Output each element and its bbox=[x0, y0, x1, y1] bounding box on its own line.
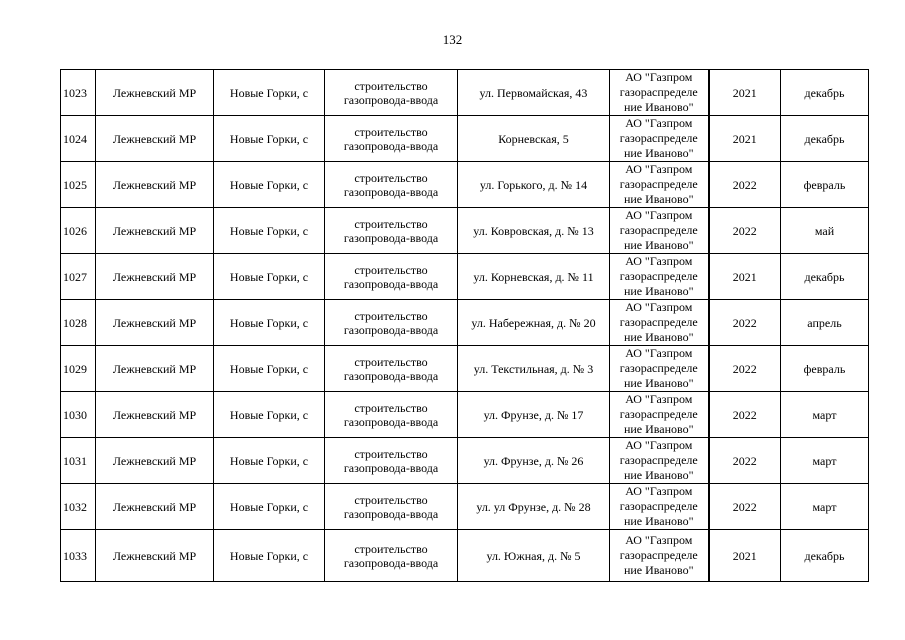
cell-work-type-line: газопровода-ввода bbox=[343, 92, 439, 107]
cell-work-type bbox=[325, 346, 458, 392]
cell-district: Лежневский МР bbox=[96, 254, 214, 300]
cell-organization bbox=[610, 162, 709, 208]
table-row bbox=[61, 70, 869, 116]
table-row bbox=[61, 392, 869, 438]
cell-month: декабрь bbox=[781, 254, 869, 300]
cell-work-type-line: газопровода-ввода bbox=[343, 460, 439, 475]
cell-address: ул. Набережная, д. № 20 bbox=[458, 300, 610, 346]
cell-address: ул. Фрунзе, д. № 17 bbox=[458, 392, 610, 438]
cell-work-type bbox=[325, 392, 458, 438]
table-row bbox=[61, 208, 869, 254]
cell-organization-line: ние Иваново" bbox=[623, 514, 694, 528]
cell-organization-line: АО "Газпром bbox=[625, 533, 693, 547]
cell-organization-line: ние Иваново" bbox=[623, 330, 694, 344]
cell-work-type bbox=[325, 530, 458, 582]
cell-organization bbox=[610, 116, 709, 162]
cell-work-type-line: газопровода-ввода bbox=[343, 276, 439, 291]
cell-month: декабрь bbox=[781, 116, 869, 162]
cell-organization bbox=[610, 438, 709, 484]
cell-address: ул. Фрунзе, д. № 26 bbox=[458, 438, 610, 484]
cell-organization-line: газораспределе bbox=[619, 269, 698, 283]
cell-work-type-line: газопровода-ввода bbox=[343, 555, 439, 570]
cell-district: Лежневский МР bbox=[96, 70, 214, 116]
cell-work-type-line: газопровода-ввода bbox=[343, 322, 439, 337]
cell-organization-line: АО "Газпром bbox=[625, 346, 693, 360]
cell-organization-line: АО "Газпром bbox=[625, 300, 693, 314]
cell-settlement: Новые Горки, с bbox=[214, 254, 325, 300]
cell-organization-line: ние Иваново" bbox=[623, 146, 694, 160]
cell-month: февраль bbox=[781, 346, 869, 392]
cell-work-type-line: строительство bbox=[354, 308, 428, 323]
cell-address: ул. Ковровская, д. № 13 bbox=[458, 208, 610, 254]
cell-number: 1023 bbox=[61, 70, 96, 116]
cell-organization-line: газораспределе bbox=[619, 177, 698, 191]
table-body bbox=[61, 70, 869, 582]
table-row bbox=[61, 484, 869, 530]
cell-work-type-line: строительство bbox=[354, 400, 428, 415]
cell-organization-line: ние Иваново" bbox=[623, 284, 694, 298]
cell-settlement: Новые Горки, с bbox=[214, 438, 325, 484]
cell-work-type-line: газопровода-ввода bbox=[343, 138, 439, 153]
cell-work-type-line: строительство bbox=[354, 354, 428, 369]
cell-year: 2021 bbox=[709, 116, 781, 162]
cell-organization-line: АО "Газпром bbox=[625, 254, 693, 268]
cell-organization-line: газораспределе bbox=[619, 453, 698, 467]
cell-organization-line: ние Иваново" bbox=[623, 238, 694, 252]
table-row bbox=[61, 162, 869, 208]
cell-year: 2022 bbox=[709, 208, 781, 254]
cell-year: 2021 bbox=[709, 254, 781, 300]
cell-settlement: Новые Горки, с bbox=[214, 162, 325, 208]
cell-district: Лежневский МР bbox=[96, 116, 214, 162]
cell-month: март bbox=[781, 484, 869, 530]
cell-number: 1031 bbox=[61, 438, 96, 484]
cell-organization bbox=[610, 484, 709, 530]
cell-organization-line: газораспределе bbox=[619, 407, 698, 421]
cell-year: 2022 bbox=[709, 346, 781, 392]
cell-organization-line: газораспределе bbox=[619, 361, 698, 375]
cell-work-type bbox=[325, 484, 458, 530]
cell-district: Лежневский МР bbox=[96, 530, 214, 582]
cell-organization-line: ние Иваново" bbox=[623, 422, 694, 436]
cell-number: 1033 bbox=[61, 530, 96, 582]
cell-work-type-line: газопровода-ввода bbox=[343, 230, 439, 245]
cell-month: апрель bbox=[781, 300, 869, 346]
cell-work-type-line: строительство bbox=[354, 492, 428, 507]
cell-number: 1026 bbox=[61, 208, 96, 254]
cell-address: ул. Горького, д. № 14 bbox=[458, 162, 610, 208]
cell-settlement: Новые Горки, с bbox=[214, 208, 325, 254]
page-number: 132 bbox=[442, 32, 463, 47]
cell-settlement: Новые Горки, с bbox=[214, 300, 325, 346]
cell-organization bbox=[610, 70, 709, 116]
cell-organization bbox=[610, 346, 709, 392]
cell-work-type-line: газопровода-ввода bbox=[343, 414, 439, 429]
cell-organization-line: АО "Газпром bbox=[625, 392, 693, 406]
cell-number: 1029 bbox=[61, 346, 96, 392]
cell-work-type bbox=[325, 438, 458, 484]
cell-organization-line: АО "Газпром bbox=[625, 162, 693, 176]
cell-address: ул. ул Фрунзе, д. № 28 bbox=[458, 484, 610, 530]
cell-organization-line: газораспределе bbox=[619, 223, 698, 237]
cell-organization-line: ние Иваново" bbox=[623, 563, 694, 577]
cell-year: 2021 bbox=[709, 70, 781, 116]
cell-settlement: Новые Горки, с bbox=[214, 392, 325, 438]
cell-work-type bbox=[325, 70, 458, 116]
cell-year: 2022 bbox=[709, 438, 781, 484]
cell-work-type-line: строительство bbox=[354, 216, 428, 231]
table-row bbox=[61, 300, 869, 346]
cell-settlement: Новые Горки, с bbox=[214, 484, 325, 530]
cell-district: Лежневский МР bbox=[96, 162, 214, 208]
cell-work-type-line: строительство bbox=[354, 446, 428, 461]
cell-year: 2022 bbox=[709, 300, 781, 346]
cell-district: Лежневский МР bbox=[96, 484, 214, 530]
cell-work-type-line: строительство bbox=[354, 541, 428, 556]
cell-district: Лежневский МР bbox=[96, 300, 214, 346]
cell-address: ул. Южная, д. № 5 bbox=[458, 530, 610, 582]
cell-work-type bbox=[325, 300, 458, 346]
cell-organization-line: ние Иваново" bbox=[623, 468, 694, 482]
cell-year: 2022 bbox=[709, 392, 781, 438]
cell-settlement: Новые Горки, с bbox=[214, 116, 325, 162]
cell-organization bbox=[610, 300, 709, 346]
cell-work-type bbox=[325, 254, 458, 300]
cell-district: Лежневский МР bbox=[96, 346, 214, 392]
cell-month: февраль bbox=[781, 162, 869, 208]
cell-organization-line: АО "Газпром bbox=[625, 70, 693, 84]
cell-organization-line: АО "Газпром bbox=[625, 116, 693, 130]
cell-district: Лежневский МР bbox=[96, 392, 214, 438]
cell-address: Корневская, 5 bbox=[458, 116, 610, 162]
cell-work-type bbox=[325, 116, 458, 162]
cell-organization-line: ние Иваново" bbox=[623, 192, 694, 206]
cell-year: 2022 bbox=[709, 162, 781, 208]
cell-organization-line: АО "Газпром bbox=[625, 208, 693, 222]
cell-settlement: Новые Горки, с bbox=[214, 346, 325, 392]
cell-organization bbox=[610, 254, 709, 300]
cell-address: ул. Первомайская, 43 bbox=[458, 70, 610, 116]
cell-month: декабрь bbox=[781, 70, 869, 116]
cell-organization-line: газораспределе bbox=[619, 315, 698, 329]
table-row bbox=[61, 346, 869, 392]
cell-number: 1028 bbox=[61, 300, 96, 346]
cell-address: ул. Текстильная, д. № 3 bbox=[458, 346, 610, 392]
cell-number: 1027 bbox=[61, 254, 96, 300]
cell-year: 2021 bbox=[709, 530, 781, 582]
cell-settlement: Новые Горки, с bbox=[214, 70, 325, 116]
cell-number: 1032 bbox=[61, 484, 96, 530]
cell-organization bbox=[610, 530, 709, 582]
cell-organization-line: АО "Газпром bbox=[625, 438, 693, 452]
cell-year: 2022 bbox=[709, 484, 781, 530]
cell-organization bbox=[610, 392, 709, 438]
cell-district: Лежневский МР bbox=[96, 208, 214, 254]
cell-organization-line: газораспределе bbox=[619, 131, 698, 145]
cell-address: ул. Корневская, д. № 11 bbox=[458, 254, 610, 300]
cell-work-type-line: газопровода-ввода bbox=[343, 368, 439, 383]
table-row bbox=[61, 116, 869, 162]
cell-work-type-line: строительство bbox=[354, 78, 428, 93]
table-row bbox=[61, 254, 869, 300]
cell-organization bbox=[610, 208, 709, 254]
cell-work-type-line: газопровода-ввода bbox=[343, 184, 439, 199]
cell-month: март bbox=[781, 438, 869, 484]
cell-organization-line: ние Иваново" bbox=[623, 100, 694, 114]
cell-work-type-line: строительство bbox=[354, 124, 428, 139]
table-row bbox=[61, 438, 869, 484]
cell-settlement: Новые Горки, с bbox=[214, 530, 325, 582]
cell-month: март bbox=[781, 392, 869, 438]
cell-work-type-line: газопровода-ввода bbox=[343, 506, 439, 521]
cell-organization-line: АО "Газпром bbox=[625, 484, 693, 498]
cell-work-type-line: строительство bbox=[354, 262, 428, 277]
cell-organization-line: ние Иваново" bbox=[623, 376, 694, 390]
cell-work-type bbox=[325, 208, 458, 254]
cell-month: май bbox=[781, 208, 869, 254]
cell-work-type bbox=[325, 162, 458, 208]
cell-organization-line: газораспределе bbox=[619, 85, 698, 99]
cell-number: 1025 bbox=[61, 162, 96, 208]
cell-organization-line: газораспределе bbox=[619, 499, 698, 513]
cell-district: Лежневский МР bbox=[96, 438, 214, 484]
cell-work-type-line: строительство bbox=[354, 170, 428, 185]
gas-connection-table bbox=[60, 69, 869, 582]
cell-number: 1030 bbox=[61, 392, 96, 438]
cell-number: 1024 bbox=[61, 116, 96, 162]
cell-organization-line: газораспределе bbox=[619, 548, 698, 562]
cell-month: декабрь bbox=[781, 530, 869, 582]
table-row bbox=[61, 530, 869, 582]
